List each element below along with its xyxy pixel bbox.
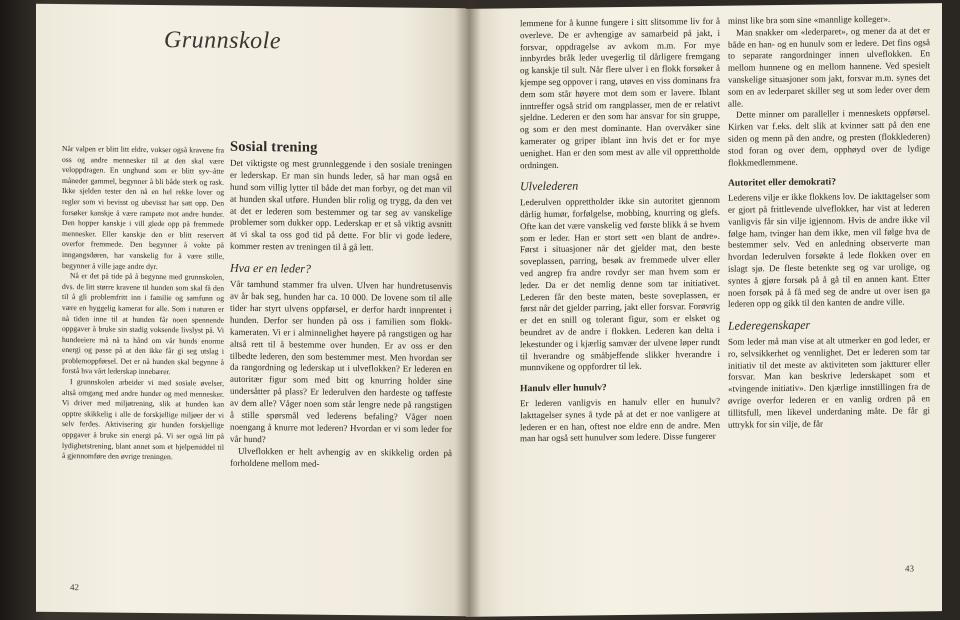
right-column-second <box>728 13 930 431</box>
section-heading-autoritet-eller-demokrati: Autoritet eller demokrati? <box>728 176 836 190</box>
right-column-first <box>520 16 720 446</box>
paragraph: Vår tamhund stammer fra ulven. Ulven har hundretusenvis av år bak seg, hunden har ca. 10 000. De lovene som til alle tider har styrt ulvens oppførsel, er derfor hardt innprentet i hunden. Derfor ser hunden på oss i familien som flokk-kameraten. Vi er i alminnelighet høyere på rangstigen og har altså rett til å bestemme over hunden. Er av oss er den tilbedte lederen, den som bestemmer mest. Men hvordan ser da rangordning og lederskap ut i ulveflokken? Er lederen en autoritær figur som med bitt og knurring holder sine undersåtter på plass? Er lederulven den hardeste og tøffeste av dem alle? Våger noen som står lengre nede på rangstigen å stille spørsmål ved lederens befaling? Våger noen noengang å knurre mot lederen? Hvordan er vi som leder for vår hund? <box>230 278 452 444</box>
paragraph: Ulveflokken er helt avhengig av en skikkelig orden på forholdene mellom med- <box>230 445 452 469</box>
paragraph: Det viktigste og mest grunnleggende i den sosiale treningen er lederskap. Er man sin hunds leder, så har man også en hund som villig lytter til både det man forbyr, og det man vil at hunden skal utføre. Hunden blir rolig og trygg, da den vet at det er lederen som bestemmer og tar seg av vanskelige problemer som dukker opp. Lederskap er et så viktig avsnitt at vi skal ta oss god tid på dette. For blir vi gode ledere, kommer resten av treningen til å gå lett. <box>230 157 452 253</box>
paragraph: Man snakker om «lederparet», og mener da at det er både en han- og en hunulv som er ledere. Det fins også to separate rangordninger innen ulveflokken. En mellom hunnene og en mellom hannene. Ved spesielt vanskelige situasjoner som jakt, forsvar m.m. synes det som en av lederparet skiller seg ut som leder over dem alle. <box>728 25 930 109</box>
section-heading-hanulv-eller-hunulv: Hanulv eller hunulv? <box>520 382 607 395</box>
section-heading-hva-er-en-leder: Hva er en leder? <box>230 260 311 276</box>
paragraph: Når valpen er blitt litt eldre, vokser også kravene fra oss og andre mennesker til at den skal være veloppdragen. En unghund som er blitt syv–åtte måneder gammel, begynner å bli både sterk og rask. Ikke sjelden tester den nå en hel rekke lover og regler som vi bevisst og ubevisst har satt opp. Den forsøker kanskje å være rampete mot andre hunder. Den hopper kanskje i vill glede opp på fremmede mennesker. Eller kanskje den er blitt reservert overfor fremmede. Den begynner å vokte på inngangsdøren, har vanskelig for å være stille, begynner å ville jage andre dyr. <box>62 144 224 271</box>
paragraph: Dette minner om paralleller i menneskets oppførsel. Kirken var f.eks. delt slik at kvinner satt på den ene siden og menn på den andre, og presten (flokklederen) stod foran og over dem, opphøyd over de lydige flokkmedlemmene. <box>728 107 930 168</box>
chapter-title: Grunnskole <box>164 27 281 55</box>
paragraph: Er lederen vanligvis en hanulv eller en hunulv? Iakttagelser synes å tyde på at det er noe vanligere at lederen er en han, oftest noe eldre enn de andre. Men man har også sett hunulver som ledere. Disse fungerer <box>520 395 720 444</box>
right-page <box>466 3 942 617</box>
page-number-left: 42 <box>70 582 79 593</box>
left-page <box>36 4 466 617</box>
section-heading-sosial-trening: Sosial trening <box>230 138 318 156</box>
left-column-main <box>230 138 452 472</box>
paragraph: minst like bra som sine «mannlige kolleger». <box>728 13 891 26</box>
section-heading-lederegenskaper: Lederegenskaper <box>728 317 811 333</box>
paragraph: I grunnskolen arbeider vi med sosiale øvelser, altså omgang med andre hunder og med mennesker. Vi driver med miljøtrening, slik at hunden kan opptre skikkelig i alle de forskjellige miljøer der vi selv ferdes. Aktivisering gir hunden forskjellige oppgaver å bruke sin energi på. Vi ser også litt på lydighetstrening, blant annet som et hjelpemiddel til å gjennomføre den øvrige treningen. <box>62 377 224 462</box>
paragraph: lemmene for å kunne fungere i sitt slitsomme liv for å overleve. De er avhengige av samarbeid på jakt, i forsvar, oppdragelse av avkom m.m. For mye innbyrdes bråk leder uvegerlig til dårligere fremgang og kanskje til sult. Når flere ulver i en flokk forsøker å kjempe seg oppover i rang, utøves en viss dominans fra dem som står høyere mot dem som er lavere. Iblant inntreffer også strid om rangplasser, men de er relativt sjeldne. Lederen er den som har ansvar for sin gruppe, og som er den mest dominante. Han overvåker sine kamerater og griper iblant inn hvis det er for mye uenighet. Han er den som mest av alle vil opprettholde ordningen. <box>520 15 720 170</box>
left-column-intro <box>62 144 224 464</box>
section-heading-ulvelederen: Ulvelederen <box>520 178 579 194</box>
paragraph: Nå er det på tide på å begynne med grunnskolen, dvs. de litt større kravene til hunden som skal få den til å gli problemfritt inn i familie og samfunn og være en hyggelig kamerat for alle. Som i naturen er nå tiden inne til at hunden får noen spennende oppgaver å bruke sin stadig voksende livslyst på. Vi hundeeiere må nå ta hånd om vår hunds enorme energi og passe på at den ikke får gi seg utslag i problemoppførsel. Det er nå hunden skal begynne å forstå hva vårt lederskap innebærer. <box>62 271 224 377</box>
paragraph: Lederens vilje er ikke flokkens lov. De iakttagelser som er gjort på frittlevende ulveflokker, har vist at lederen vanligvis får sin vilje igjennom. Hvis de andre ikke vil følge ham, tvinger han dem ikke, men vil følge hva de bestemmer selv. Ved en anledning observerte man hvordan lederulven forsøkte å lede flokken over en islagt sjø. De fleste betenkte seg og var urolige, og syntes å gjøre forsøk på å gå til en annen kant. Etter noen forsøk på å få med seg de andre ut over isen ga lederen opp og gikk til den kanten de andre ville. <box>728 190 930 310</box>
paragraph: Som leder må man vise at alt utmerker en god leder, er ro, selvsikkerhet og vennlighet. Det er lederen som tar initiativ til det meste av aktiviteten som jaktturer eller forsvar. Man kan beskrive lederskapet som et «tvingende initiativ». Den kjærlige innstillingen fra de øvrige overfor lederen er en vanlig ordren på en tillitsfull, men likevel underdaning måte. De får gi uttrykk for sin vilje, de får <box>728 334 930 430</box>
page-number-right: 43 <box>905 563 914 574</box>
paragraph: Lederulven opprettholder ikke sin autoritet gjennom dårlig humør, forfølgelse, mobbing, knurring og glefs. Ofte kan det være vanskelig ved første blikk å se hvem som er leder. Han er stort sett «en blant de andre». Først i situasjoner når det gjelder mat, den beste soveplassen, parring, besøk av fremmede ulver eller ved angrep fra andre rovdyr ser man hvem som er leder. Da er det nemlig denne som tar initiativet. Lederen får den beste maten, beste soveplassen, er først når det gjelder parring, jakt eller forsvar. Forøvrig er det en snill og tolerant figur, som er elsket og beundret av de andre i flokken. Lederen kan delta i lekestunder og i kjærlig samvær der ulvene løper rundt til hverandre og småbjeffende slikker hverandre i munnvikene og oppfordrer til lek. <box>520 194 720 373</box>
